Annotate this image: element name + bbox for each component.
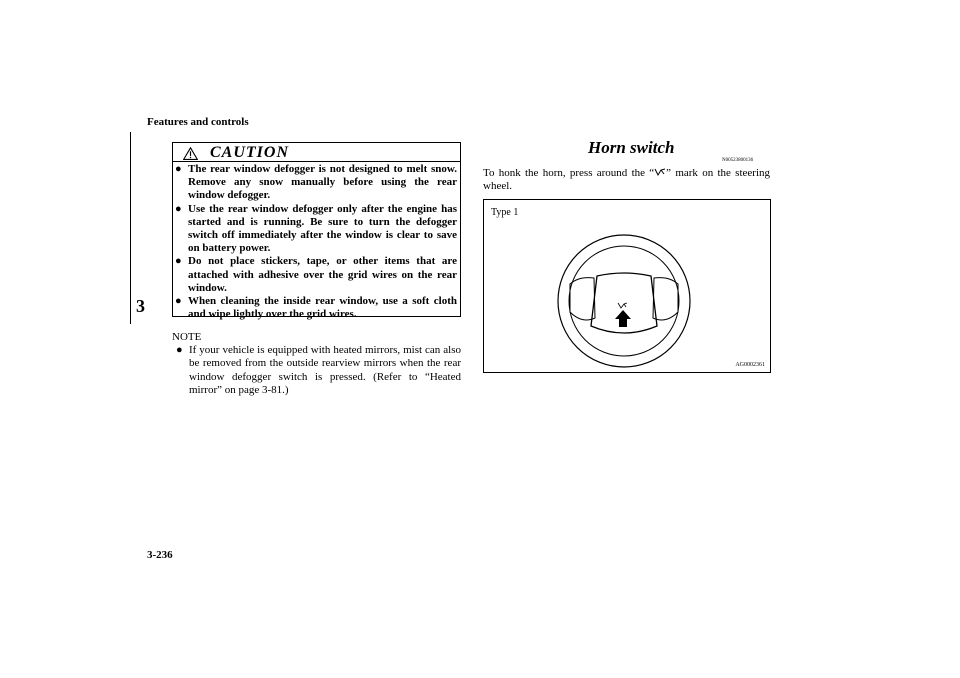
figure-type-label: Type 1 [491, 207, 519, 218]
horn-instructions [483, 167, 770, 193]
section-title: Horn switch [588, 138, 675, 157]
page-header: Features and controls [147, 116, 249, 128]
caution-box [172, 142, 461, 321]
figure-code: AG0002361 [735, 362, 765, 368]
note-label: NOTE [172, 331, 202, 343]
page-number: 3-236 [147, 549, 173, 561]
chapter-tab-line [130, 132, 131, 324]
caution-title: CAUTION [210, 144, 290, 161]
caution-divider [173, 161, 460, 162]
horn-text-before: To honk the horn, press around the “ [483, 167, 655, 179]
caution-item: ● The rear window defogger is not designed to melt snow. Remove any snow manually before using the rear window defogger. [175, 163, 457, 203]
caution-header [183, 144, 289, 162]
section-code: N00523800136 [722, 158, 754, 163]
horn-icon [654, 168, 666, 177]
note-item: ● If your vehicle is equipped with heated mirrors, mist can also be removed from the outside rearview mirrors when the rear window defogger switch is pressed. (Refer to “Heated mirror” on page 3-81.) [176, 344, 461, 398]
caution-item: ● When cleaning the inside rear window, use a soft cloth and wipe lightly over the grid wires. [175, 295, 457, 321]
caution-item: ● Do not place stickers, tape, or other items that are attached with adhesive over the grid wires on the rear window. [175, 255, 457, 295]
steering-wheel-figure [483, 199, 771, 373]
horn-text-after: ” mark on the steering wheel. [483, 167, 770, 192]
caution-list [175, 163, 457, 321]
warning-triangle-icon [183, 147, 198, 160]
chapter-number: 3 [136, 296, 145, 316]
steering-wheel-illustration [484, 200, 772, 374]
caution-item: ● Use the rear window defogger only after the engine has started and is running. Be sure to turn the defogger switch off immediately after the window is clear to save on battery power. [175, 203, 457, 256]
